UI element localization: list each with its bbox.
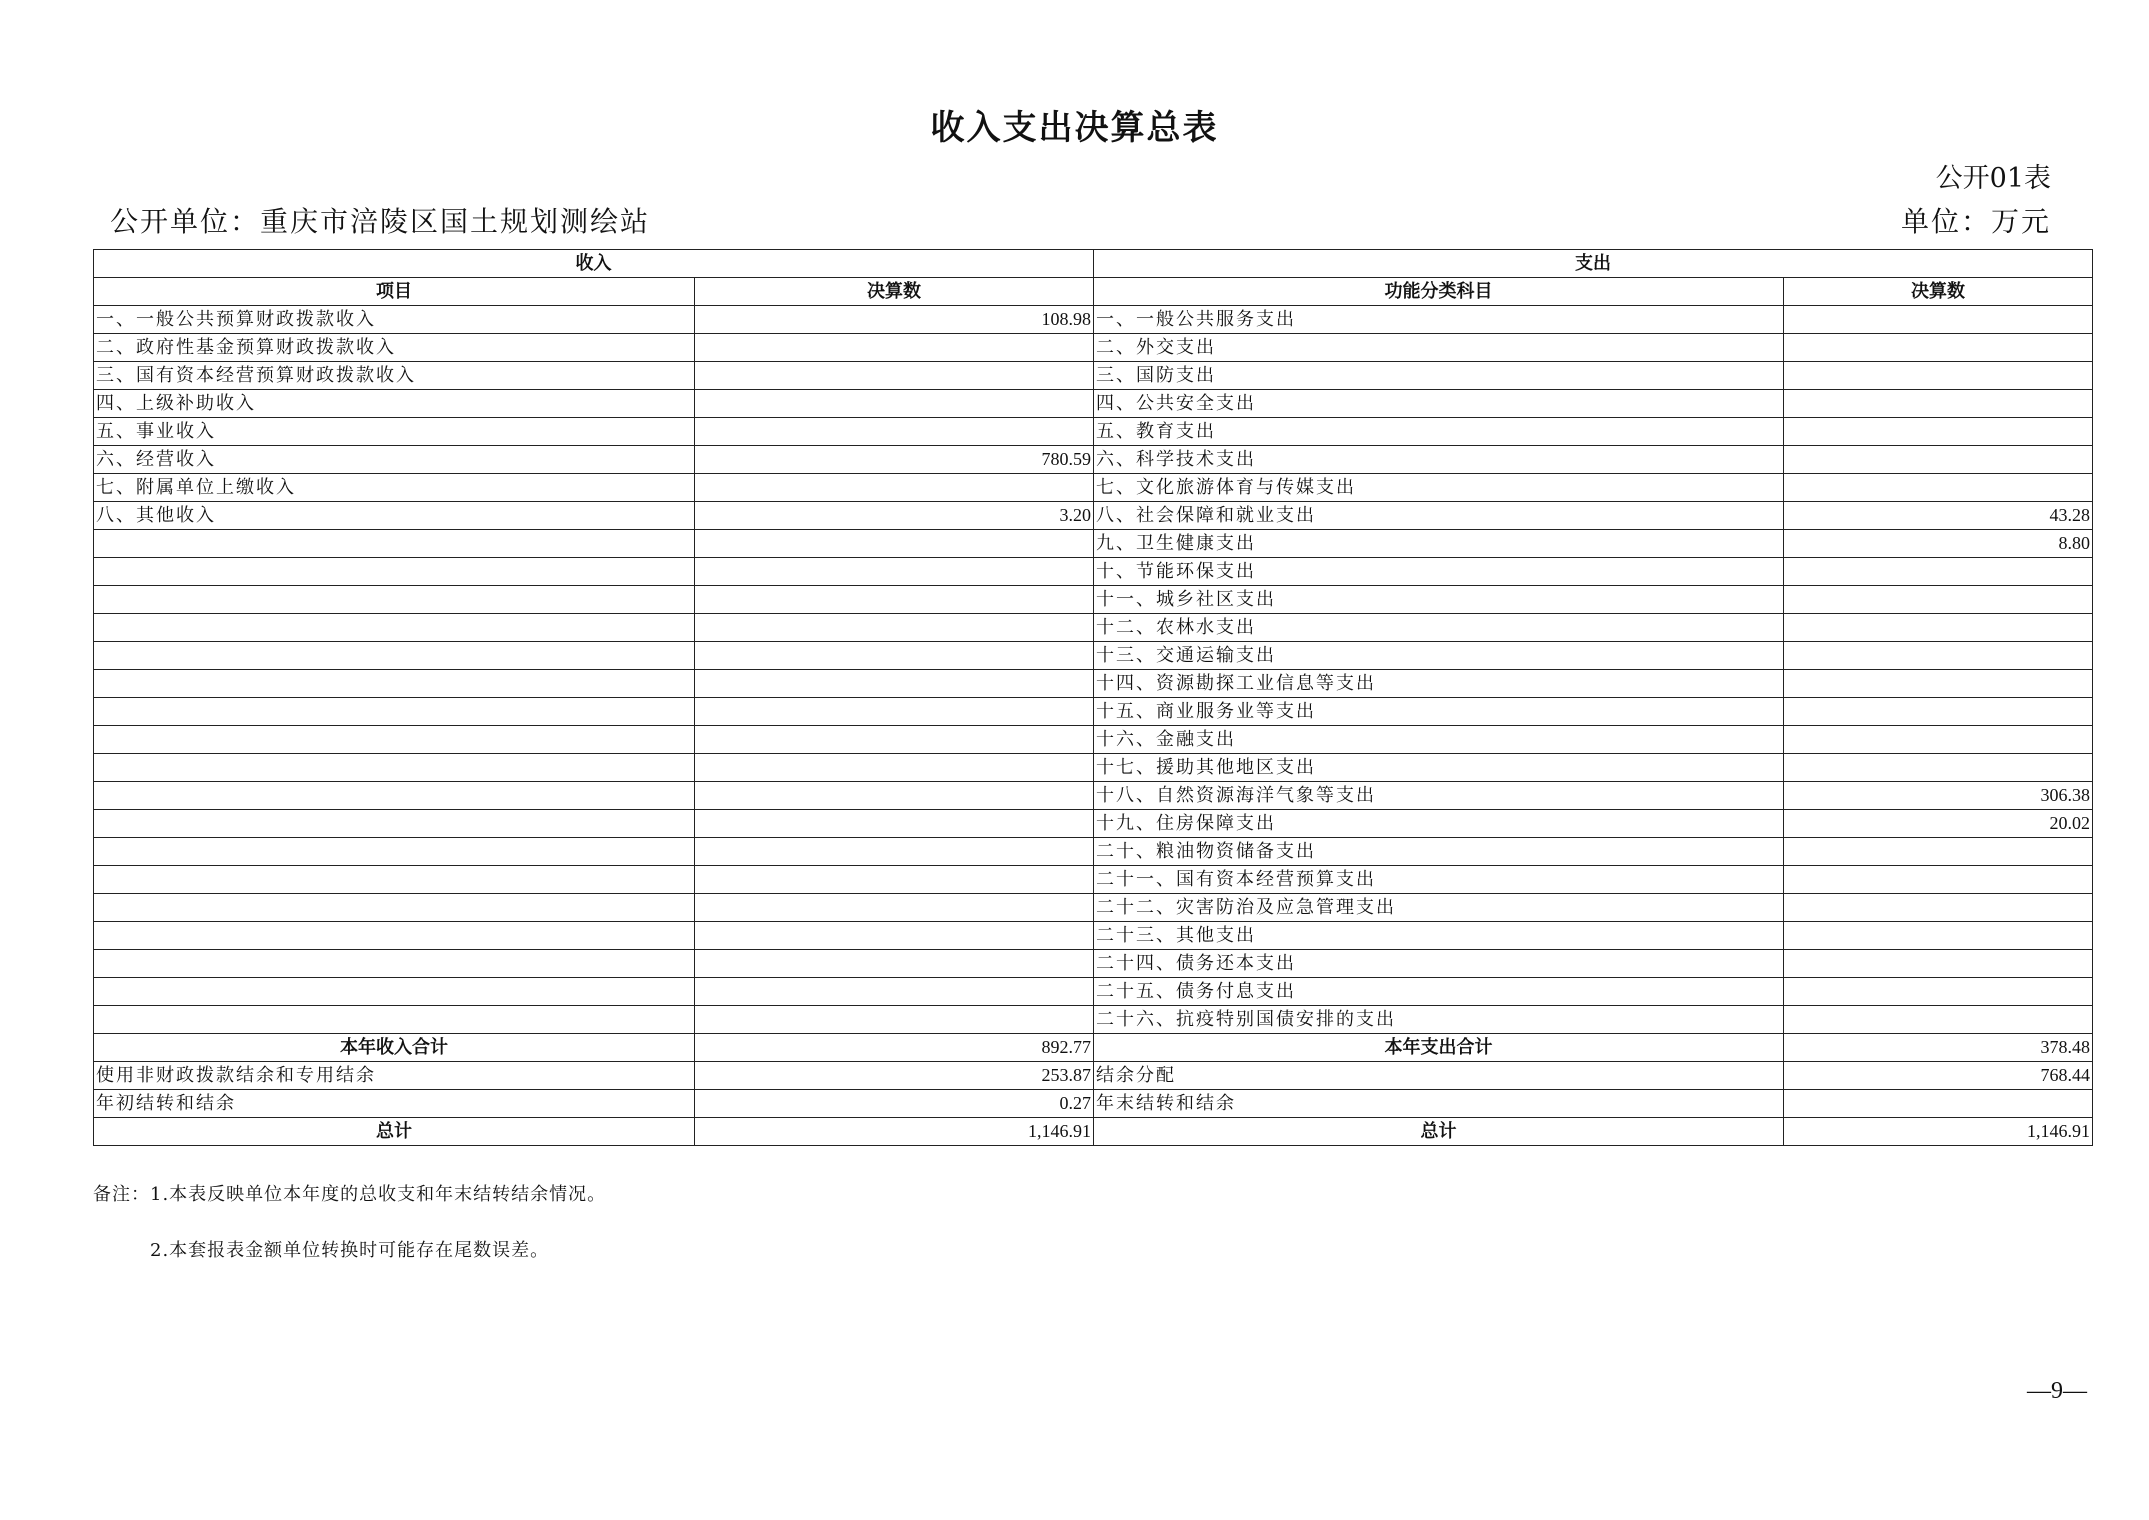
income-item-cell [94, 726, 695, 754]
expense-value-cell [1784, 558, 2093, 586]
expense-item-cell: 十一、城乡社区支出 [1094, 586, 1784, 614]
income-value-cell [695, 754, 1094, 782]
income-value-cell [695, 950, 1094, 978]
income-item-cell: 一、一般公共预算财政拨款收入 [94, 306, 695, 334]
income-item-cell [94, 894, 695, 922]
table-header-columns [94, 278, 2093, 306]
table-row [94, 446, 2093, 474]
income-item-cell [94, 838, 695, 866]
table-row [94, 782, 2093, 810]
expense-value-cell [1784, 614, 2093, 642]
ending-carryover-label: 年末结转和结余 [1094, 1090, 1784, 1118]
table-row [94, 810, 2093, 838]
table-row [94, 894, 2093, 922]
note-1: 备注：1.本表反映单位本年度的总收支和年末结转结余情况。 [93, 1184, 607, 1205]
expense-item-cell: 九、卫生健康支出 [1094, 530, 1784, 558]
surplus-allocation-value: 768.44 [1784, 1062, 2093, 1090]
expense-item-cell: 十五、商业服务业等支出 [1094, 698, 1784, 726]
grand-income-total-value: 1,146.91 [695, 1118, 1094, 1146]
income-value-cell [695, 334, 1094, 362]
form-number: 公开01表 [1935, 163, 2051, 194]
grand-income-total-label: 总计 [94, 1118, 695, 1146]
table-row [94, 558, 2093, 586]
income-value-cell [695, 866, 1094, 894]
income-item-cell: 七、附属单位上缴收入 [94, 474, 695, 502]
beginning-carryover-label: 年初结转和结余 [94, 1090, 695, 1118]
income-total-row [94, 1034, 2093, 1062]
expense-item-cell: 十八、自然资源海洋气象等支出 [1094, 782, 1784, 810]
expense-item-cell: 十、节能环保支出 [1094, 558, 1784, 586]
table-row [94, 306, 2093, 334]
table-row [94, 586, 2093, 614]
expense-value-cell [1784, 446, 2093, 474]
expense-value-cell [1784, 418, 2093, 446]
expense-item-cell: 八、社会保障和就业支出 [1094, 502, 1784, 530]
expense-item-cell: 二、外交支出 [1094, 334, 1784, 362]
income-item-cell [94, 642, 695, 670]
income-value-cell [695, 390, 1094, 418]
surplus-allocation-label: 结余分配 [1094, 1062, 1784, 1090]
expense-item-cell: 十三、交通运输支出 [1094, 642, 1784, 670]
expense-item-cell: 十六、金融支出 [1094, 726, 1784, 754]
income-total-label: 本年收入合计 [94, 1034, 695, 1062]
table-header-group [94, 250, 2093, 278]
table-row [94, 698, 2093, 726]
income-value-cell [695, 586, 1094, 614]
table-row [94, 642, 2093, 670]
expense-item-cell: 三、国防支出 [1094, 362, 1784, 390]
income-item-cell: 六、经营收入 [94, 446, 695, 474]
table-row [94, 502, 2093, 530]
expense-item-cell: 十四、资源勘探工业信息等支出 [1094, 670, 1784, 698]
income-header: 收入 [94, 250, 1094, 278]
income-item-cell [94, 670, 695, 698]
income-item-cell [94, 614, 695, 642]
expense-item-cell: 十二、农林水支出 [1094, 614, 1784, 642]
note-2: 2.本套报表金额单位转换时可能存在尾数误差。 [150, 1240, 550, 1261]
income-item-cell [94, 530, 695, 558]
expense-value-cell [1784, 922, 2093, 950]
item-column-header: 项目 [94, 278, 695, 306]
income-value-cell [695, 670, 1094, 698]
expense-total-value: 378.48 [1784, 1034, 2093, 1062]
expense-item-cell: 二十、粮油物资储备支出 [1094, 838, 1784, 866]
table-row [94, 530, 2093, 558]
income-value-cell [695, 810, 1094, 838]
income-value-cell [695, 474, 1094, 502]
income-item-cell [94, 866, 695, 894]
expense-value-cell: 43.28 [1784, 502, 2093, 530]
table-row [94, 866, 2093, 894]
table-row [94, 670, 2093, 698]
table-row [94, 1006, 2093, 1034]
expense-value-cell [1784, 306, 2093, 334]
income-item-cell [94, 810, 695, 838]
income-item-cell [94, 950, 695, 978]
expense-value-cell [1784, 1006, 2093, 1034]
income-item-cell: 四、上级补助收入 [94, 390, 695, 418]
expense-item-cell: 二十四、债务还本支出 [1094, 950, 1784, 978]
income-value-cell [695, 1006, 1094, 1034]
nonfiscal-label: 使用非财政拨款结余和专用结余 [94, 1062, 695, 1090]
budget-table [93, 249, 2093, 1146]
expense-value-cell: 306.38 [1784, 782, 2093, 810]
income-item-cell [94, 1006, 695, 1034]
expense-item-cell: 四、公共安全支出 [1094, 390, 1784, 418]
expense-item-cell: 十九、住房保障支出 [1094, 810, 1784, 838]
expense-item-cell: 六、科学技术支出 [1094, 446, 1784, 474]
expense-value-cell [1784, 838, 2093, 866]
expense-item-cell: 五、教育支出 [1094, 418, 1784, 446]
grand-total-row [94, 1118, 2093, 1146]
income-value-cell: 780.59 [695, 446, 1094, 474]
expense-value-cell [1784, 754, 2093, 782]
income-value-cell [695, 362, 1094, 390]
table-row [94, 362, 2093, 390]
income-item-cell: 二、政府性基金预算财政拨款收入 [94, 334, 695, 362]
income-value-cell [695, 418, 1094, 446]
income-amount-column-header: 决算数 [695, 278, 1094, 306]
income-value-cell [695, 978, 1094, 1006]
currency-unit: 单位：万元 [1900, 205, 2051, 238]
expense-item-cell: 二十五、债务付息支出 [1094, 978, 1784, 1006]
income-value-cell [695, 726, 1094, 754]
expense-value-cell: 20.02 [1784, 810, 2093, 838]
table-row [94, 922, 2093, 950]
expense-value-cell [1784, 894, 2093, 922]
income-value-cell: 3.20 [695, 502, 1094, 530]
expense-value-cell [1784, 866, 2093, 894]
income-value-cell [695, 642, 1094, 670]
table-row [94, 418, 2093, 446]
nonfiscal-value: 253.87 [695, 1062, 1094, 1090]
page-title: 收入支出决算总表 [930, 108, 1219, 148]
grand-expense-total-label: 总计 [1094, 1118, 1784, 1146]
income-total-value: 892.77 [695, 1034, 1094, 1062]
expense-item-cell: 二十六、抗疫特别国债安排的支出 [1094, 1006, 1784, 1034]
expense-item-cell: 二十二、灾害防治及应急管理支出 [1094, 894, 1784, 922]
table-row [94, 390, 2093, 418]
table-row [94, 978, 2093, 1006]
expense-item-cell: 二十三、其他支出 [1094, 922, 1784, 950]
income-item-cell: 五、事业收入 [94, 418, 695, 446]
expense-item-cell: 二十一、国有资本经营预算支出 [1094, 866, 1784, 894]
income-value-cell [695, 530, 1094, 558]
expense-value-cell: 8.80 [1784, 530, 2093, 558]
reporting-unit: 公开单位：重庆市涪陵区国土规划测绘站 [110, 205, 651, 238]
table-row [94, 614, 2093, 642]
income-value-cell [695, 838, 1094, 866]
income-item-cell [94, 586, 695, 614]
page-number: —9— [2027, 1378, 2087, 1404]
expense-value-cell [1784, 698, 2093, 726]
expense-amount-column-header: 决算数 [1784, 278, 2093, 306]
table-row [94, 334, 2093, 362]
income-value-cell [695, 894, 1094, 922]
income-item-cell [94, 698, 695, 726]
income-value-cell [695, 558, 1094, 586]
expense-item-cell: 七、文化旅游体育与传媒支出 [1094, 474, 1784, 502]
income-item-cell [94, 922, 695, 950]
table-row [94, 950, 2093, 978]
expense-value-cell [1784, 670, 2093, 698]
expense-header: 支出 [1094, 250, 2093, 278]
ending-carryover-value [1784, 1090, 2093, 1118]
expense-total-label: 本年支出合计 [1094, 1034, 1784, 1062]
income-item-cell [94, 558, 695, 586]
expense-value-cell [1784, 642, 2093, 670]
expense-item-cell: 一、一般公共服务支出 [1094, 306, 1784, 334]
expense-value-cell [1784, 950, 2093, 978]
income-item-cell [94, 754, 695, 782]
nonfiscal-row [94, 1062, 2093, 1090]
carryover-row [94, 1090, 2093, 1118]
table-row [94, 726, 2093, 754]
expense-value-cell [1784, 334, 2093, 362]
table-row [94, 754, 2093, 782]
expense-value-cell [1784, 362, 2093, 390]
table-row [94, 838, 2093, 866]
expense-value-cell [1784, 474, 2093, 502]
income-value-cell [695, 614, 1094, 642]
income-value-cell [695, 782, 1094, 810]
income-value-cell [695, 698, 1094, 726]
expense-item-cell: 十七、援助其他地区支出 [1094, 754, 1784, 782]
expense-value-cell [1784, 978, 2093, 1006]
income-item-cell [94, 782, 695, 810]
beginning-carryover-value: 0.27 [695, 1090, 1094, 1118]
income-value-cell [695, 922, 1094, 950]
category-column-header: 功能分类科目 [1094, 278, 1784, 306]
income-item-cell [94, 978, 695, 1006]
income-item-cell: 八、其他收入 [94, 502, 695, 530]
income-item-cell: 三、国有资本经营预算财政拨款收入 [94, 362, 695, 390]
table-row [94, 474, 2093, 502]
income-value-cell: 108.98 [695, 306, 1094, 334]
grand-expense-total-value: 1,146.91 [1784, 1118, 2093, 1146]
expense-value-cell [1784, 726, 2093, 754]
expense-value-cell [1784, 390, 2093, 418]
expense-value-cell [1784, 586, 2093, 614]
